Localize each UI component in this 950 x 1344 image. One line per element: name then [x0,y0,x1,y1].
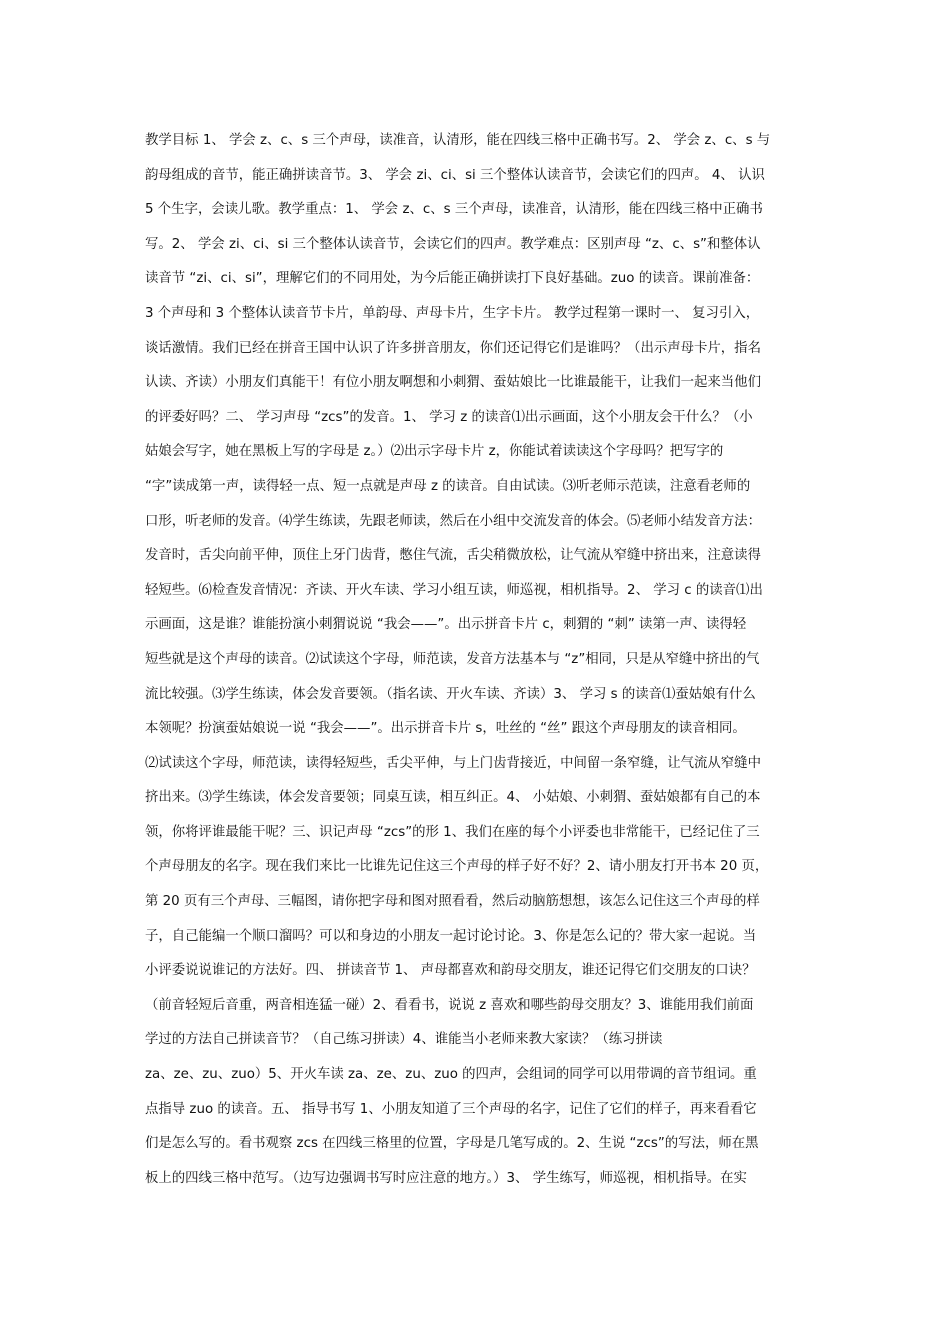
text-line-29: 点指导 zuo 的读音。五、 指导书写 1、小朋友知道了三个声母的名字，记住了它们的样子，再来看看它 [145,1101,757,1117]
text-line-22: 个声母朋友的名字。现在我们来比一比谁先记住这三个声母的样子好不好？2、请小朋友打开书本 20 页， [145,859,769,875]
lesson-plan-text [145,124,810,1196]
text-line-25: 小评委说说谁记的方法好。四、 拼读音节 1、 声母都喜欢和韵母交朋友，谁还记得它们交朋友的口诀？ [145,963,756,979]
text-line-15: 示画面，这是谁？谁能扮演小刺猬说说 “我会——”。出示拼音卡片 c，刺猬的 “刺” 读第一声、读得轻 [145,617,747,633]
text-line-31: 板上的四线三格中范写。（边写边强调书写时应注意的地方。）3、 学生练写，师巡视，相机指导。在实 [145,1170,747,1186]
text-line-18: 本领呢？扮演蚕姑娘说一说 “我会——”。出示拼音卡片 s，吐丝的 “丝” 跟这个声母朋友的读音相同。 [145,721,746,737]
text-line-30: 们是怎么写的。看书观察 zcs 在四线三格里的位置，字母是几笔写成的。2、生说 “zcs”的写法，师在黑 [145,1136,759,1152]
text-line-9: 的评委好吗？二、 学习声母 “zcs”的发音。1、 学习 z 的读音⑴出示画面，这个小朋友会干什么？（小 [145,409,753,425]
text-line-20: 挤出来。⑶学生练读，体会发音要领；同桌互读，相互纠正。4、 小姑娘、小刺猬、蚕姑娘都有自己的本 [145,790,761,806]
text-line-14: 轻短些。⑹检查发音情况：齐读、开火车读、学习小组互读，师巡视，相机指导。2、 学习 c 的读音⑴出 [145,582,763,598]
text-line-4: 写。2、 学会 zi、ci、si 三个整体认读音节，会读它们的四声。教学难点：区别声母 “z、c、s”和整体认 [145,236,761,252]
text-line-2: 韵母组成的音节，能正确拼读音节。3、 学会 zi、ci、si 三个整体认读音节，会读它们的四声。 4、 认识 [145,167,765,183]
text-line-12: 口形，听老师的发音。⑷学生练读，先跟老师读，然后在小组中交流发音的体会。⑸老师小结发音方法： [145,513,761,529]
text-line-5: 读音节 “zi、ci、si”，理解它们的不同用处，为今后能正确拼读打下良好基础。zuo 的读音。课前准备： [145,271,760,287]
text-line-24: 子，自己能编一个顺口溜吗？可以和身边的小朋友一起讨论讨论。3、你是怎么记的？带大家一起说。当 [145,928,757,944]
text-line-3: 5 个生字，会读儿歌。教学重点：1、 学会 z、c、s 三个声母，读准音，认清形，能在四线三格中正确书 [145,202,763,218]
text-line-23: 第 20 页有三个声母、三幅图，请你把字母和图对照看看，然后动脑筋想想，该怎么记住这三个声母的样 [145,894,760,910]
text-line-6: 3 个声母和 3 个整体认读音节卡片，单韵母、声母卡片，生字卡片。 教学过程第一课时一、 复习引入， [145,305,760,321]
text-line-11: “字”读成第一声，读得轻一点、短一点就是声母 z 的读音。自由试读。⑶听老师示范读，注意看老师的 [145,478,751,494]
text-line-10: 姑娘会写字，她在黑板上写的字母是 z。）⑵出示字母卡片 z，你能试着读读这个字母吗？把写字的 [145,444,724,460]
text-line-28: za、ze、zu、zuo）5、开火车读 za、ze、zu、zuo 的四声，会组词的同学可以用带调的音节组词。重 [145,1067,757,1083]
text-line-1: 教学目标 1、 学会 z、c、s 三个声母，读准音，认清形，能在四线三格中正确书写。2、 学会 z、c、s 与 [145,133,771,148]
text-line-19: ⑵试读这个字母，师范读，读得轻短些，舌尖平伸，与上门齿背接近，中间留一条窄缝，让气流从窄缝中 [145,755,761,771]
text-line-17: 流比较强。⑶学生练读，体会发音要领。（指名读、开火车读、齐读）3、 学习 s 的读音⑴蚕姑娘有什么 [145,686,756,702]
text-line-13: 发音时，舌尖向前平伸，顶住上牙门齿背，憋住气流，舌尖稍微放松，让气流从窄缝中挤出来，注意读得 [145,548,761,564]
text-line-7: 谈话激情。我们已经在拼音王国中认识了许多拼音朋友，你们还记得它们是谁吗？（出示声母卡片，指名 [145,340,761,356]
text-line-27: 学过的方法自己拼读音节？（自己练习拼读）4、谁能当小老师来教大家读？（练习拼读 [145,1032,663,1048]
text-line-26: （前音轻短后音重，两音相连猛一碰）2、看看书，说说 z 喜欢和哪些韵母交朋友？3、谁能用我们前面 [145,997,754,1013]
text-line-8: 认读、齐读）小朋友们真能干！有位小朋友啊想和小刺猬、蚕姑娘比一比谁最能干，让我们一起来当他们 [145,375,761,391]
text-line-21: 领，你将评谁最能干呢？三、识记声母 “zcs”的形 1、我们在座的每个小评委也非常能干，已经记住了三 [145,824,760,840]
text-line-16: 短些就是这个声母的读音。⑵试读这个字母，师范读，发音方法基本与 “z”相同，只是从窄缝中挤出的气 [145,651,760,667]
